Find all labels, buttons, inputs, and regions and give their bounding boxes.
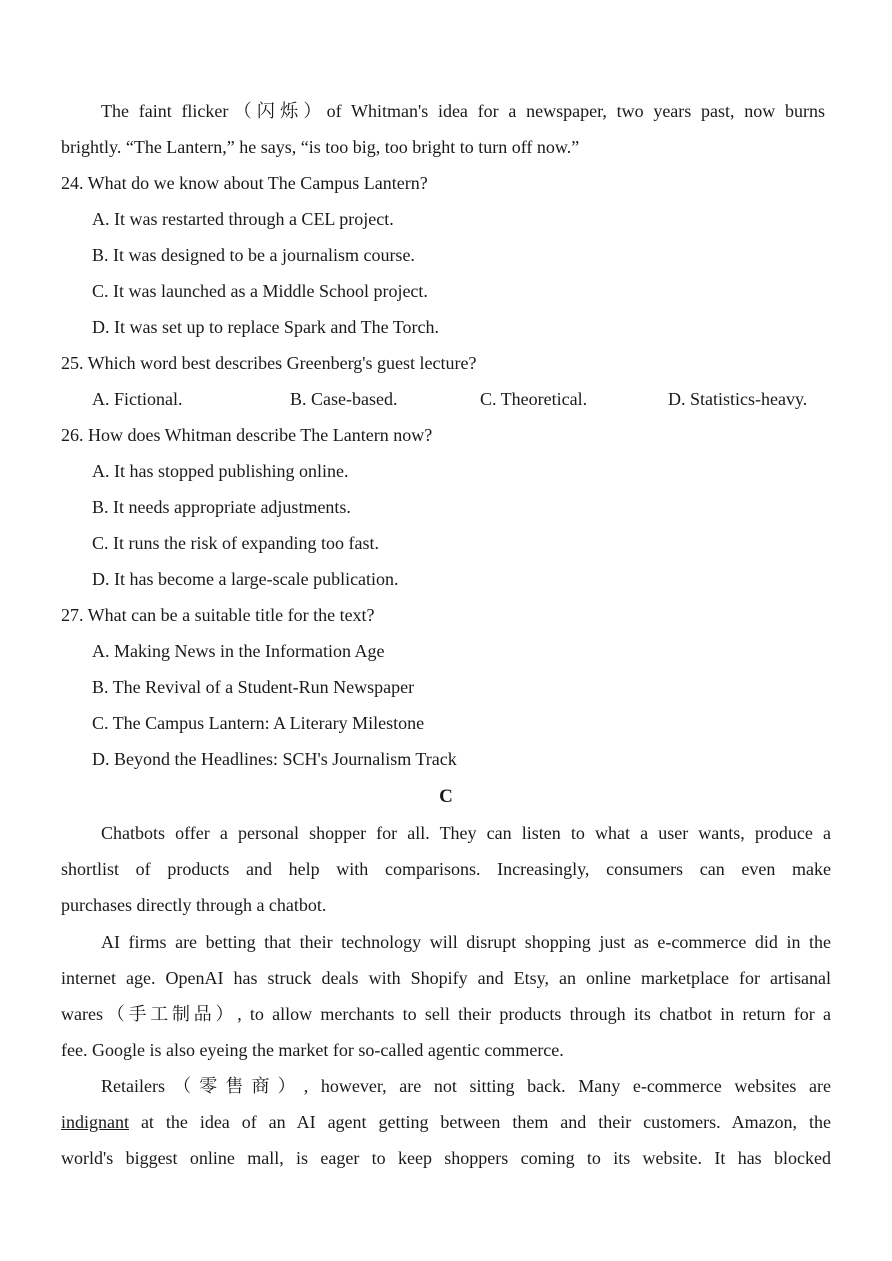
passage-c-p2-line-4: fee. Google is also eyeing the market for so-called agentic commerce. xyxy=(61,1040,564,1060)
question-24-option-c: C. It was launched as a Middle School project. xyxy=(92,281,428,301)
passage-c-p1-line-1: Chatbots offer a personal shopper for all. They can listen to what a user wants, produce a xyxy=(101,823,831,843)
question-26-stem: 26. How does Whitman describe The Lantern now? xyxy=(61,425,433,445)
passage-c-p3-line-2 xyxy=(61,1111,831,1133)
passage-c-p1-line-2: shortlist of products and help with comparisons. Increasingly, consumers can even make xyxy=(61,859,831,879)
question-24-option-a: A. It was restarted through a CEL project. xyxy=(92,209,394,229)
passage-c-p2-line-1: AI firms are betting that their technology will disrupt shopping just as e-commerce did in the xyxy=(101,932,831,952)
intro-line-1: The faint flicker（闪烁）of Whitman's idea for a newspaper, two years past, now burns xyxy=(101,101,825,121)
question-26-option-d: D. It has become a large-scale publication. xyxy=(92,569,399,589)
question-26-option-b: B. It needs appropriate adjustments. xyxy=(92,497,351,517)
question-26-option-c: C. It runs the risk of expanding too fast. xyxy=(92,533,379,553)
underlined-word-indignant: indignant xyxy=(61,1112,129,1132)
question-27-option-d: D. Beyond the Headlines: SCH's Journalism Track xyxy=(92,749,457,769)
intro-line-2: brightly. “The Lantern,” he says, “is too big, too bright to turn off now.” xyxy=(61,137,580,157)
passage-c-p3-line-3: world's biggest online mall, is eager to keep shoppers coming to its website. It has blocked xyxy=(61,1148,831,1168)
question-25-option-d: D. Statistics-heavy. xyxy=(668,389,808,409)
question-25-option-a: A. Fictional. xyxy=(92,389,183,409)
question-26-option-a: A. It has stopped publishing online. xyxy=(92,461,349,481)
passage-c-heading: C xyxy=(439,786,453,807)
passage-c-p2-line-3: wares（手工制品）, to allow merchants to sell their products through its chatbot in return for a xyxy=(61,1004,831,1024)
passage-c-p3-line-2-rest: at the idea of an AI agent getting between them and their customers. Amazon, the xyxy=(129,1112,831,1132)
question-27-stem: 27. What can be a suitable title for the text? xyxy=(61,605,375,625)
question-25-option-b: B. Case-based. xyxy=(290,389,398,409)
question-25-stem: 25. Which word best describes Greenberg's guest lecture? xyxy=(61,353,477,373)
passage-c-p3-line-1: Retailers（零售商）, however, are not sitting back. Many e-commerce websites are xyxy=(101,1076,831,1096)
passage-c-p1-line-3: purchases directly through a chatbot. xyxy=(61,895,327,915)
question-25-option-c: C. Theoretical. xyxy=(480,389,588,409)
question-27-option-c: C. The Campus Lantern: A Literary Milestone xyxy=(92,713,425,733)
question-24-option-d: D. It was set up to replace Spark and The Torch. xyxy=(92,317,439,337)
question-27-option-b: B. The Revival of a Student-Run Newspaper xyxy=(92,677,415,697)
question-24-option-b: B. It was designed to be a journalism course. xyxy=(92,245,415,265)
question-24-stem: 24. What do we know about The Campus Lantern? xyxy=(61,173,428,193)
passage-c-p2-line-2: internet age. OpenAI has struck deals with Shopify and Etsy, an online marketplace for artisanal xyxy=(61,968,831,988)
question-27-option-a: A. Making News in the Information Age xyxy=(92,641,385,661)
